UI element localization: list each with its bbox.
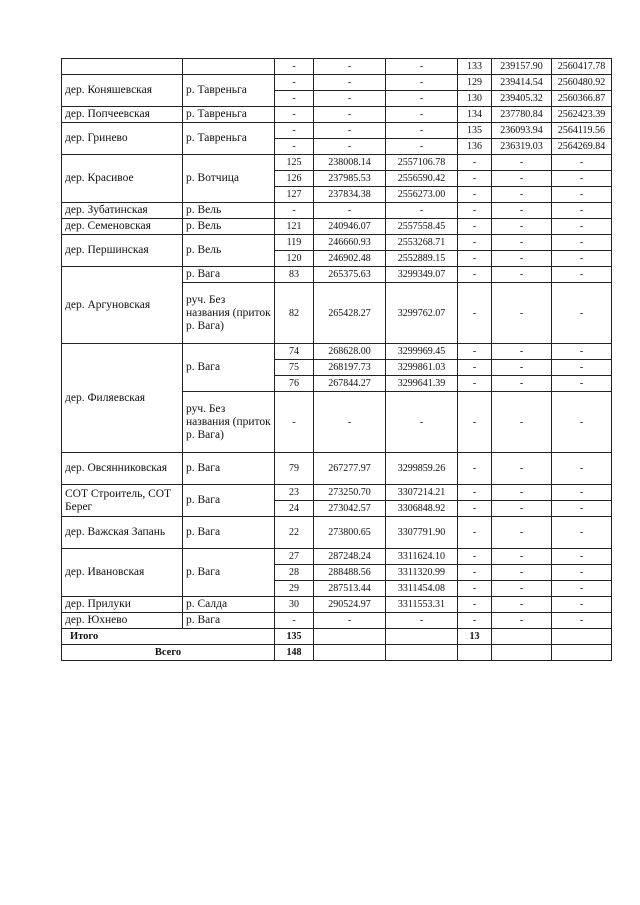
table-cell: -	[492, 203, 552, 219]
table-cell: р. Вага	[183, 613, 275, 629]
table-cell: 3307791.90	[386, 517, 458, 549]
table-cell: дер. Гринево	[62, 123, 183, 155]
table-cell	[183, 59, 275, 75]
table-cell: дер. Филяевская	[62, 344, 183, 453]
table-cell: Всего	[62, 645, 275, 661]
table-cell: -	[386, 59, 458, 75]
table-cell: 2557106.78	[386, 155, 458, 171]
table-cell: 273042.57	[314, 501, 386, 517]
table-cell: -	[458, 565, 492, 581]
table-cell: -	[492, 376, 552, 392]
table-cell: 265428.27	[314, 283, 386, 344]
table-cell: -	[552, 376, 612, 392]
table-cell: -	[275, 75, 314, 91]
table-cell: -	[314, 75, 386, 91]
table-cell: -	[386, 91, 458, 107]
table-row	[62, 123, 612, 139]
table-cell: р. Вель	[183, 235, 275, 267]
table-cell: -	[314, 392, 386, 453]
table-cell: дер. Зубатинская	[62, 203, 183, 219]
table-cell: 239157.90	[492, 59, 552, 75]
table-cell: р. Тавреньга	[183, 75, 275, 107]
table-cell	[492, 645, 552, 661]
table-cell: 129	[458, 75, 492, 91]
table-cell: 130	[458, 91, 492, 107]
table-cell: 2564119.56	[552, 123, 612, 139]
table-cell: -	[458, 613, 492, 629]
table-cell: 236319.03	[492, 139, 552, 155]
table-cell: -	[458, 485, 492, 501]
table-cell: 29	[275, 581, 314, 597]
table-cell: 28	[275, 565, 314, 581]
table-cell: -	[458, 283, 492, 344]
table-cell: 3299349.07	[386, 267, 458, 283]
settlements-coordinates-table	[61, 58, 612, 661]
table-cell: дер. Важская Запань	[62, 517, 183, 549]
table-cell: 148	[275, 645, 314, 661]
table-cell: -	[552, 453, 612, 485]
table-cell: -	[552, 597, 612, 613]
table-cell: -	[552, 344, 612, 360]
table-cell: 2564269.84	[552, 139, 612, 155]
table-cell: 3299859.26	[386, 453, 458, 485]
table-cell: -	[492, 581, 552, 597]
table-cell: 3299762.07	[386, 283, 458, 344]
table-cell: -	[492, 453, 552, 485]
table-cell	[492, 629, 552, 645]
table-cell: -	[275, 139, 314, 155]
table-cell: 2557558.45	[386, 219, 458, 235]
table-cell: 239405.32	[492, 91, 552, 107]
table-cell: 236093.94	[492, 123, 552, 139]
table-cell: р. Вага	[183, 549, 275, 597]
table-cell: 237985.53	[314, 171, 386, 187]
table-cell	[386, 645, 458, 661]
table-row	[62, 107, 612, 123]
table-cell: -	[314, 59, 386, 75]
table-cell: -	[314, 107, 386, 123]
table-cell: -	[458, 581, 492, 597]
table-cell: -	[492, 360, 552, 376]
table-cell: -	[492, 235, 552, 251]
table-cell: р. Вага	[183, 267, 275, 283]
table-cell: -	[386, 107, 458, 123]
table-cell: -	[458, 597, 492, 613]
table-row	[62, 59, 612, 75]
table-cell: 290524.97	[314, 597, 386, 613]
table-cell: -	[386, 392, 458, 453]
table-cell: -	[458, 171, 492, 187]
table-row	[62, 613, 612, 629]
table-cell: 3311553.31	[386, 597, 458, 613]
table-cell: р. Тавреньга	[183, 107, 275, 123]
table-cell: дер. Прилуки	[62, 597, 183, 613]
table-cell: -	[492, 251, 552, 267]
table-cell: -	[458, 251, 492, 267]
table-cell: 22	[275, 517, 314, 549]
table-cell: 127	[275, 187, 314, 203]
table-cell: 239414.54	[492, 75, 552, 91]
table-cell: руч. Без названия (приток р. Вага)	[183, 392, 275, 453]
table-cell: 13	[458, 629, 492, 645]
table-cell: -	[458, 155, 492, 171]
table-cell: 240946.07	[314, 219, 386, 235]
table-row	[62, 517, 612, 549]
table-cell: 136	[458, 139, 492, 155]
table-cell: 27	[275, 549, 314, 565]
table-cell: 2560366.87	[552, 91, 612, 107]
table-cell: -	[552, 283, 612, 344]
table-cell	[552, 629, 612, 645]
table-cell: -	[458, 203, 492, 219]
table-row	[62, 267, 612, 283]
table-cell: дер. Ивановская	[62, 549, 183, 597]
table-row	[62, 645, 612, 661]
table-cell: -	[552, 517, 612, 549]
table-cell: 134	[458, 107, 492, 123]
table-cell: 3299641.39	[386, 376, 458, 392]
table-cell: -	[492, 344, 552, 360]
table-cell: дер. Семеновская	[62, 219, 183, 235]
table-cell: 267844.27	[314, 376, 386, 392]
table-cell: -	[458, 549, 492, 565]
table-cell: -	[275, 91, 314, 107]
table-cell: 79	[275, 453, 314, 485]
table-cell: 76	[275, 376, 314, 392]
table-cell: 2556273.00	[386, 187, 458, 203]
table-cell: р. Вага	[183, 517, 275, 549]
table-cell: -	[552, 203, 612, 219]
table-cell: -	[552, 565, 612, 581]
table-cell: -	[552, 501, 612, 517]
table-cell: -	[552, 171, 612, 187]
table-cell	[314, 645, 386, 661]
table-cell: 126	[275, 171, 314, 187]
table-cell: 2553268.71	[386, 235, 458, 251]
table-cell: -	[552, 219, 612, 235]
table-cell: дер. Овсянниковская	[62, 453, 183, 485]
table-cell: -	[492, 485, 552, 501]
table-cell: -	[458, 267, 492, 283]
table-cell: 3311624.10	[386, 549, 458, 565]
table-cell: 2562423.39	[552, 107, 612, 123]
table-cell: -	[492, 187, 552, 203]
table-cell: 2552889.15	[386, 251, 458, 267]
table-cell: -	[492, 613, 552, 629]
table-cell: -	[552, 187, 612, 203]
table-cell: 265375.63	[314, 267, 386, 283]
table-cell: р. Вель	[183, 219, 275, 235]
table-cell: дер. Першинская	[62, 235, 183, 267]
table-cell: 3307214.21	[386, 485, 458, 501]
table-cell: дер. Аргуновская	[62, 267, 183, 344]
table-cell: р. Вага	[183, 485, 275, 517]
table-cell: 119	[275, 235, 314, 251]
table-cell: 287248.24	[314, 549, 386, 565]
table-row	[62, 155, 612, 171]
table-cell: 120	[275, 251, 314, 267]
table-cell: руч. Без названия (приток р. Вага)	[183, 283, 275, 344]
table-cell: -	[458, 344, 492, 360]
table-cell: -	[275, 123, 314, 139]
table-cell: -	[552, 360, 612, 376]
table-cell: 3311454.08	[386, 581, 458, 597]
table-cell: -	[492, 517, 552, 549]
table-cell: -	[492, 597, 552, 613]
table-cell: 288488.56	[314, 565, 386, 581]
table-cell: -	[275, 107, 314, 123]
table-cell: Итого	[62, 629, 275, 645]
table-cell: -	[314, 139, 386, 155]
table-cell: -	[458, 453, 492, 485]
table-cell: -	[386, 75, 458, 91]
table-cell: 238008.14	[314, 155, 386, 171]
table-cell: дер. Попчеевская	[62, 107, 183, 123]
table-cell: -	[458, 376, 492, 392]
table-cell: -	[275, 392, 314, 453]
table-cell: 30	[275, 597, 314, 613]
table-cell: дер. Юхнево	[62, 613, 183, 629]
table-cell: 133	[458, 59, 492, 75]
table-cell: -	[458, 501, 492, 517]
table-cell: -	[458, 392, 492, 453]
table-cell: 246660.93	[314, 235, 386, 251]
table-cell: -	[386, 203, 458, 219]
table-cell: 135	[458, 123, 492, 139]
table-body	[62, 59, 612, 661]
table-cell: -	[552, 613, 612, 629]
table-cell: 135	[275, 629, 314, 645]
table-cell: 24	[275, 501, 314, 517]
table-cell: -	[552, 392, 612, 453]
table-cell	[314, 629, 386, 645]
table-cell: р. Салда	[183, 597, 275, 613]
table-cell: дер. Красивое	[62, 155, 183, 203]
table-cell: -	[275, 59, 314, 75]
table-cell: 3306848.92	[386, 501, 458, 517]
table-cell: 268628.00	[314, 344, 386, 360]
table-cell: 83	[275, 267, 314, 283]
table-cell: -	[386, 139, 458, 155]
table-cell: -	[552, 485, 612, 501]
table-cell: дер. Коняшевская	[62, 75, 183, 107]
table-cell: р. Вель	[183, 203, 275, 219]
table-cell: 273250.70	[314, 485, 386, 501]
table-row	[62, 235, 612, 251]
table-cell: р. Вага	[183, 344, 275, 392]
table-cell: 82	[275, 283, 314, 344]
table-cell: -	[314, 203, 386, 219]
table-cell: 2556590.42	[386, 171, 458, 187]
table-cell: -	[492, 219, 552, 235]
table-cell: 287513.44	[314, 581, 386, 597]
table-row	[62, 597, 612, 613]
table-cell: 237780.84	[492, 107, 552, 123]
table-cell: -	[552, 235, 612, 251]
table-cell: 2560417.78	[552, 59, 612, 75]
table-cell: -	[492, 267, 552, 283]
table-cell: -	[458, 219, 492, 235]
table-cell: -	[458, 360, 492, 376]
table-cell: 121	[275, 219, 314, 235]
table-cell: СОТ Строитель, СОТ Берег	[62, 485, 183, 517]
table-cell: -	[492, 565, 552, 581]
table-cell: -	[314, 91, 386, 107]
table-cell: -	[552, 251, 612, 267]
table-cell: -	[314, 613, 386, 629]
table-row	[62, 549, 612, 565]
table-row	[62, 75, 612, 91]
table-cell: 75	[275, 360, 314, 376]
table-cell	[62, 59, 183, 75]
table-cell: 273800.65	[314, 517, 386, 549]
table-row	[62, 485, 612, 501]
table-cell	[458, 645, 492, 661]
table-cell: -	[552, 267, 612, 283]
table-row	[62, 629, 612, 645]
table-cell: -	[552, 155, 612, 171]
table-cell: -	[492, 392, 552, 453]
table-cell: 3299861.03	[386, 360, 458, 376]
table-cell: -	[458, 187, 492, 203]
table-cell: -	[458, 235, 492, 251]
table-cell: -	[492, 549, 552, 565]
table-cell: р. Вотчица	[183, 155, 275, 203]
table-cell: 237834.38	[314, 187, 386, 203]
table-cell: 74	[275, 344, 314, 360]
table-row	[62, 453, 612, 485]
table-cell: 23	[275, 485, 314, 501]
table-cell: -	[314, 123, 386, 139]
table-cell: -	[492, 155, 552, 171]
table-cell: 2560480.92	[552, 75, 612, 91]
table-cell: -	[492, 501, 552, 517]
table-cell: 3311320.99	[386, 565, 458, 581]
table-cell: р. Вага	[183, 453, 275, 485]
table-cell: -	[552, 549, 612, 565]
table-cell: 3299969.45	[386, 344, 458, 360]
table-row	[62, 203, 612, 219]
table-cell: -	[275, 613, 314, 629]
table-cell: -	[386, 613, 458, 629]
table-cell: -	[275, 203, 314, 219]
table-cell: -	[458, 517, 492, 549]
table-cell: -	[492, 283, 552, 344]
table-cell	[552, 645, 612, 661]
table-cell: 267277.97	[314, 453, 386, 485]
table-cell: 246902.48	[314, 251, 386, 267]
document-page	[61, 58, 612, 661]
table-cell: -	[552, 581, 612, 597]
table-cell: -	[492, 171, 552, 187]
table-cell	[386, 629, 458, 645]
table-cell: -	[386, 123, 458, 139]
table-cell: р. Тавреньга	[183, 123, 275, 155]
table-row	[62, 344, 612, 360]
table-cell: 125	[275, 155, 314, 171]
table-cell: 268197.73	[314, 360, 386, 376]
table-row	[62, 219, 612, 235]
